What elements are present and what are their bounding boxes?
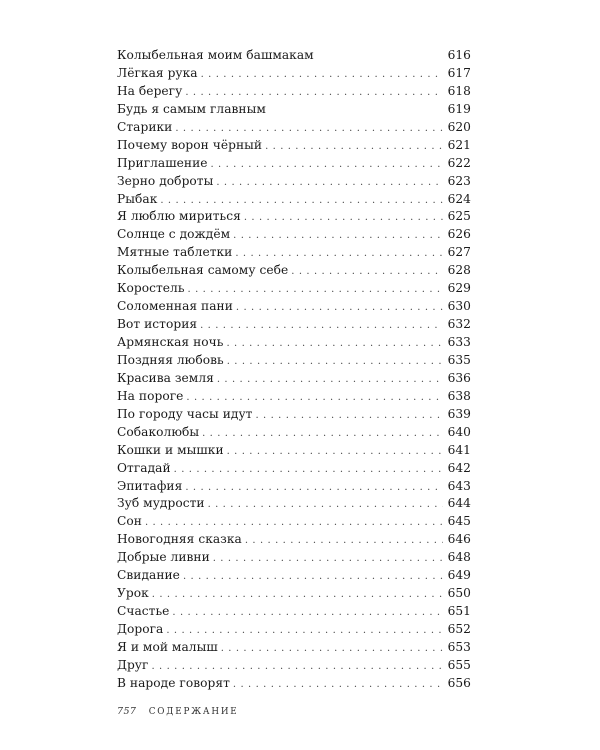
toc-entry-page: 627 [447,245,471,260]
toc-entry-title: На пороге [117,388,184,403]
toc-entry-title: Армянская ночь [117,335,224,349]
toc-entry-title: Урок [117,586,149,601]
toc-entry-page: 632 [447,317,471,332]
toc-entry [117,675,471,693]
toc-leader-dots [216,173,442,192]
toc-entry [117,603,471,621]
toc-entry-title: Приглашение [117,155,208,170]
toc-entry-page: 622 [447,155,471,170]
toc-leader-dots [202,424,442,443]
toc-entry-page: 655 [447,657,471,672]
toc-entry-title: По городу часы идут [117,406,253,421]
toc-entry-page: 649 [447,568,471,583]
toc-leader-dots [255,406,442,425]
toc-entry-title: Солнце с дождём [117,227,231,242]
toc-entry [117,585,471,603]
toc-leader-dots [211,155,443,174]
toc-entry-title: Кошки и мышки [117,442,224,457]
toc-entry [117,262,471,280]
toc-entry-title: Поздняя любовь [117,352,224,367]
toc-entry-page: 624 [447,191,471,206]
toc-entry-title: Новогодняя сказка [117,532,242,547]
toc-entry-title: Эпитафия [117,478,183,493]
toc-leader-dots [245,531,443,550]
table-of-contents [117,47,471,693]
toc-entry [117,83,471,101]
toc-leader-dots [208,495,443,514]
toc-leader-dots [236,298,443,317]
toc-entry-title: Отгадай [117,460,171,475]
toc-entry-title: Старики [117,119,173,134]
toc-entry [117,406,471,424]
toc-entry-title: Колыбельная моим башмакам [117,48,314,62]
toc-entry-page: 633 [447,335,471,349]
toc-leader-dots [233,675,443,694]
toc-entry [117,639,471,657]
toc-leader-dots [166,621,442,640]
toc-entry-page: 617 [447,65,471,80]
toc-entry-page: 620 [447,119,471,134]
toc-entry-page: 640 [447,424,471,439]
toc-entry-title: Добрые ливни [117,550,210,565]
toc-entry-page: 616 [447,48,471,62]
toc-entry [117,101,471,119]
toc-entry-title: Дорога [117,622,164,636]
toc-entry [117,316,471,334]
toc-entry [117,280,471,298]
toc-entry [117,531,471,549]
toc-entry [117,621,471,639]
toc-leader-dots [151,657,442,676]
toc-entry-title: Почему ворон чёрный [117,137,263,152]
toc-leader-dots [213,549,443,568]
toc-leader-dots [226,334,442,353]
toc-leader-dots [244,208,443,227]
footer-page-number: 757 [117,706,137,717]
page-footer [117,706,239,717]
toc-entry-page: 646 [447,532,471,547]
toc-leader-dots [186,388,442,407]
toc-entry-page: 621 [447,137,471,152]
toc-entry-title: Красива земля [117,370,214,385]
toc-entry-title: Лёгкая рука [117,65,198,80]
toc-entry-page: 642 [447,460,471,475]
toc-leader-dots [221,639,443,658]
toc-entry [117,173,471,191]
toc-entry [117,155,471,173]
toc-entry-title: Колыбельная самому себе [117,263,289,278]
toc-entry [117,549,471,567]
toc-leader-dots [183,567,443,586]
toc-entry [117,567,471,585]
toc-entry [117,495,471,513]
toc-entry [117,513,471,531]
toc-entry-title: Сон [117,514,142,529]
toc-leader-dots [185,478,442,497]
toc-entry-page: 643 [447,478,471,493]
toc-entry-title: Друг [117,657,149,672]
toc-entry-title: Я люблю мириться [117,209,241,224]
toc-leader-dots [227,442,443,461]
toc-entry-page: 652 [447,622,471,636]
toc-entry-title: Счастье [117,604,170,619]
toc-leader-dots [227,352,443,371]
toc-entry-title: Свидание [117,568,180,583]
toc-entry [117,244,471,262]
toc-leader-dots [160,191,442,210]
toc-entry [117,657,471,675]
toc-leader-dots [145,513,443,532]
toc-entry-title: Будь я самым главным [117,101,266,116]
toc-entry-page: 618 [447,83,471,98]
toc-entry [117,442,471,460]
toc-entry [117,352,471,370]
toc-entry-page: 644 [447,496,471,511]
toc-leader-dots [201,65,443,84]
toc-entry [117,226,471,244]
toc-leader-dots [172,603,442,622]
toc-entry-title: Коростель [117,281,185,296]
toc-leader-dots [185,83,442,102]
toc-leader-dots [291,262,442,281]
toc-entry-page: 645 [447,514,471,529]
toc-entry [117,478,471,496]
toc-entry-page: 638 [447,388,471,403]
toc-leader-dots [265,137,443,156]
toc-entry-page: 630 [447,299,471,314]
toc-entry-page: 648 [447,550,471,565]
toc-entry [117,137,471,155]
toc-entry-title: Зуб мудрости [117,496,205,511]
toc-entry [117,47,471,65]
toc-entry-title: Зерно доброты [117,173,214,188]
toc-entry [117,334,471,352]
toc-entry-page: 651 [447,604,471,619]
toc-entry-page: 653 [447,639,471,654]
toc-entry-page: 650 [447,586,471,601]
toc-entry [117,208,471,226]
toc-entry [117,370,471,388]
toc-entry-page: 619 [447,101,471,116]
toc-entry [117,460,471,478]
toc-leader-dots [217,370,443,389]
toc-entry-title: На берегу [117,83,183,98]
toc-entry [117,65,471,83]
toc-entry-page: 636 [447,370,471,385]
toc-entry-page: 623 [447,173,471,188]
toc-leader-dots [174,460,443,479]
toc-entry-title: Собаколюбы [117,424,200,439]
footer-section-title: СОДЕРЖАНИЕ [148,707,239,717]
toc-entry [117,388,471,406]
toc-entry-page: 641 [447,442,471,457]
toc-leader-dots [188,280,443,299]
toc-entry [117,298,471,316]
toc-entry-page: 656 [447,675,471,690]
toc-entry-title: В народе говорят [117,675,230,690]
toc-entry-page: 639 [447,406,471,421]
toc-entry-title: Рыбак [117,191,158,206]
toc-entry-title: Я и мой малыш [117,639,218,654]
toc-leader-dots [235,244,442,263]
toc-entry [117,191,471,209]
toc-entry-page: 635 [447,352,471,367]
toc-leader-dots [200,316,442,335]
toc-entry-page: 625 [447,209,471,224]
toc-entry-page: 629 [447,281,471,296]
toc-entry-title: Мятные таблетки [117,245,233,260]
toc-entry-page: 628 [447,263,471,278]
toc-leader-dots [152,585,443,604]
toc-entry [117,119,471,137]
toc-leader-dots [233,226,442,245]
toc-entry [117,424,471,442]
toc-entry-title: Вот история [117,317,198,332]
toc-leader-dots [175,119,442,138]
toc-entry-title: Соломенная пани [117,299,233,314]
toc-entry-page: 626 [447,227,471,242]
